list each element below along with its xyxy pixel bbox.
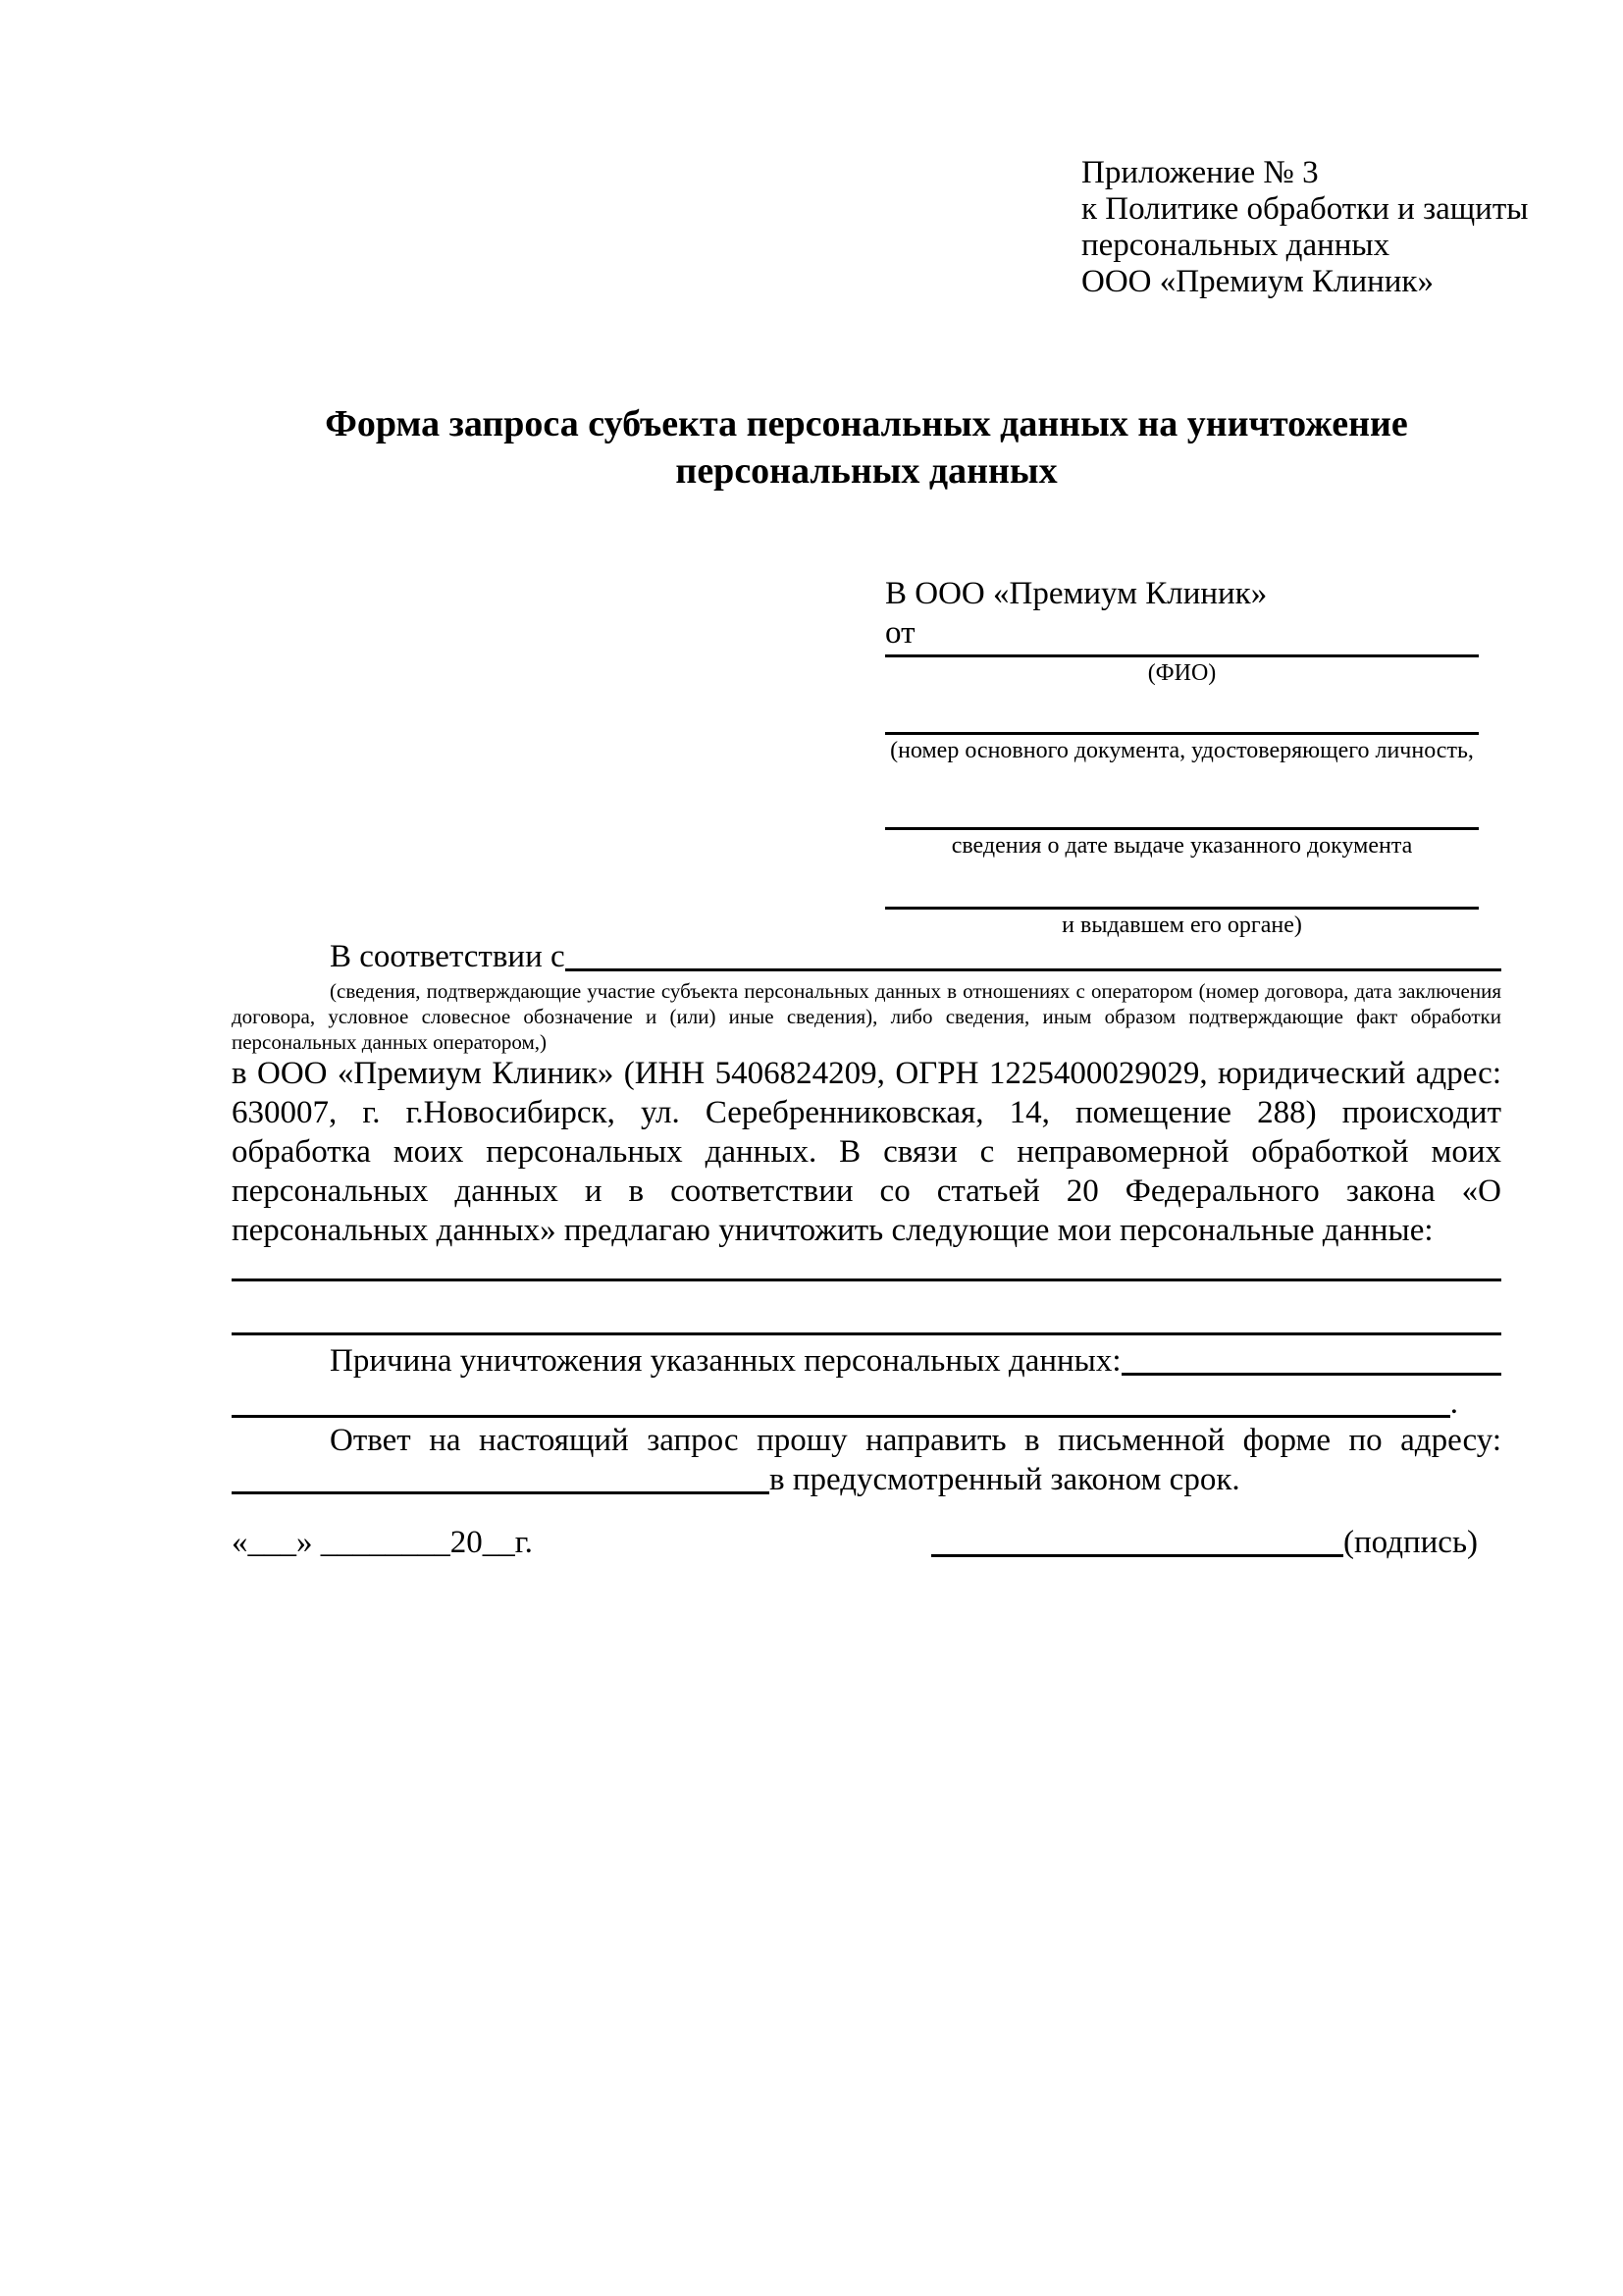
appendix-header	[1081, 155, 1528, 300]
personal-data-blank-line	[232, 1332, 1501, 1335]
reason-blank-line	[1122, 1341, 1501, 1376]
response-request-line: Ответ на настоящий запрос прошу направить в письменной форме по адресу:	[330, 1423, 1501, 1458]
appendix-header-line: ООО «Премиум Клиник»	[1081, 264, 1434, 299]
issuing-authority-field	[885, 907, 1479, 939]
line-end-period: .	[1449, 1385, 1458, 1421]
issuing-authority-caption: и выдавшем его органе)	[1062, 913, 1302, 938]
issue-date-caption: сведения о дате выдаче указанного документа	[951, 833, 1413, 859]
signature-caption: (подпись)	[1343, 1525, 1478, 1560]
fio-blank-line	[885, 654, 1479, 657]
reason-line	[232, 1341, 1501, 1381]
page-title-line: персональных данных	[675, 450, 1058, 492]
signature-block	[931, 1523, 1478, 1562]
accordance-label: В соответствии с	[330, 939, 565, 974]
signature-blank-line	[931, 1523, 1343, 1557]
addressee-block	[885, 574, 1267, 652]
accordance-note: (сведения, подтверждающие участие субъекта персональных данных в отношениях с оператором (номер договора, дата заключения договора, условное словесное обозначение и (или) иные сведения), либо сведения, иным образом подтверждающие факт обработки персональных данных оператором,)	[232, 979, 1501, 1054]
addressee-to: В ООО «Премиум Клиник»	[885, 576, 1268, 611]
date-blank: «___» ________20__г.	[232, 1525, 533, 1560]
response-request-tail: в предусмотренный законом срок.	[769, 1462, 1240, 1497]
personal-data-blank-line	[232, 1278, 1501, 1281]
appendix-header-line: к Политике обработки и защиты	[1081, 191, 1529, 227]
page-title	[232, 400, 1501, 495]
appendix-header-line: Приложение № 3	[1081, 155, 1319, 190]
reason-continuation-line	[232, 1383, 1458, 1423]
page-title-line: Форма запроса субъекта персональных данных на уничтожение	[325, 403, 1408, 444]
addressee-from: от	[885, 615, 916, 651]
issue-date-field	[885, 827, 1479, 860]
response-address-line	[232, 1460, 1501, 1499]
accordance-line	[232, 937, 1501, 976]
fio-caption: (ФИО)	[1147, 660, 1217, 686]
reason-continuation-blank-line	[232, 1383, 1450, 1418]
address-blank-line	[232, 1460, 769, 1494]
fio-field	[885, 654, 1479, 687]
issue-date-blank-line	[885, 827, 1479, 830]
document-number-blank-line	[885, 732, 1479, 735]
main-paragraph: в ООО «Премиум Клиник» (ИНН 5406824209, ОГРН 1225400029029, юридический адрес: 630007, г. г.Новосибирск, ул. Серебренниковская, 14, помещение 288) происходит обработка моих персональных данных. В связи с неправомерной обработкой моих персональных данных и в соответствии со статьей 20 Федерального закона «О персональных данных» предлагаю уничтожить следующие мои персональные данные:	[232, 1056, 1501, 1248]
document-number-field	[885, 732, 1479, 764]
appendix-header-line: персональных данных	[1081, 228, 1390, 263]
document-number-caption: (номер основного документа, удостоверяющего личность,	[890, 738, 1474, 763]
issuing-authority-blank-line	[885, 907, 1479, 910]
accordance-blank-line	[565, 937, 1501, 971]
reason-label: Причина уничтожения указанных персональных данных:	[330, 1343, 1122, 1379]
